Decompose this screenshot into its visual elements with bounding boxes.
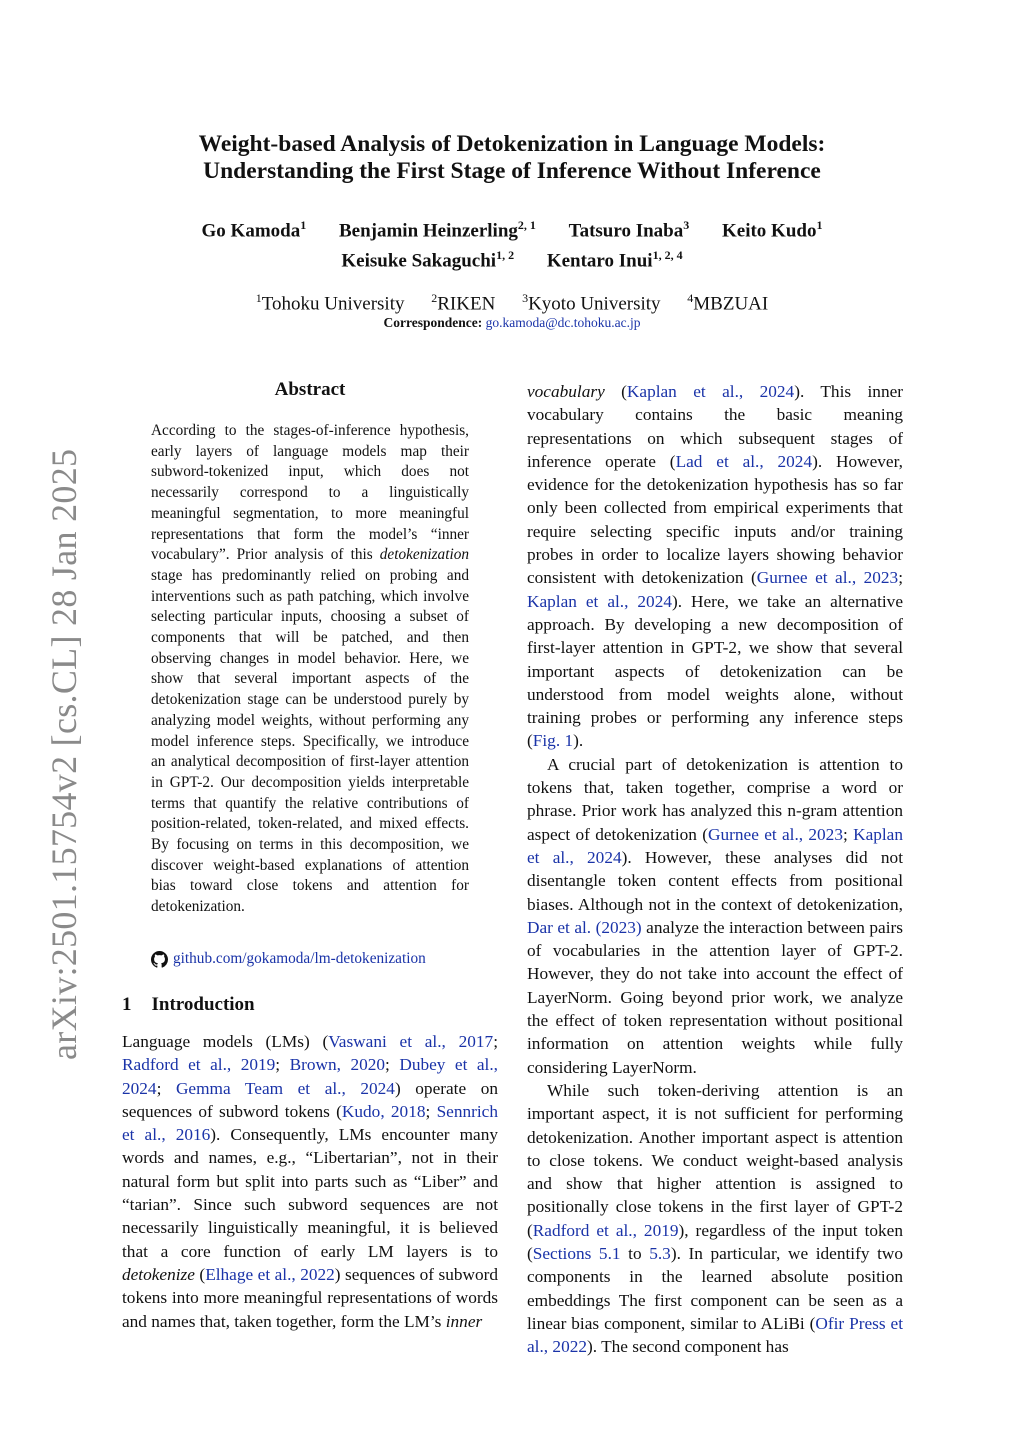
intro-paragraph: A crucial part of detokenization is attention to tokens that, taken together, comprise a word or phrase. Prior work has analyzed this n-gram attention aspect of detokenization (Gurnee et al., 2023; Kaplan et al., 2024). However, these analyses did not disentangle token content effects from positional biases. Although not in the context of detokenization, Dar et al. (2023) analyze the interaction between pairs of vocabularies in the attention layer of GPT-2. However, they do not take into account the effect of LayerNorm. Going beyond prior work, we analyze the effect of token representation without positional information on attention weights while fully considering LayerNorm. [527,754,903,1077]
citation-link[interactable]: Gemma Team et al., 2024 [175,1078,395,1098]
author: Tatsuro Inaba$^3$ [568,218,690,242]
title-line-1: Weight-based Analysis of Detokenization in Language Models: [198,131,826,157]
figure-reference-link[interactable]: Fig. 1 [532,731,574,751]
citation-link[interactable]: Vaswani et al., 2017 [328,1032,494,1051]
github-icon [151,951,168,968]
citation-link[interactable]: Kaplan et al., 2024 [527,591,672,611]
citation-link[interactable]: Gurnee et al., 2023 [756,568,899,588]
affiliation: $^2$RIKEN [431,291,496,315]
abstract-heading: Abstract [274,379,346,400]
abstract-text: According to the stages-of-inference hypothesis, early layers of language models map their subword-tokenized input, which does not necessarily correspond to a linguistically meaningful segmentation, to more meaningful representations that form the model’s “inner vocabulary”. Prior analysis of this detokenization stage has predominantly relied on probing and interventions such as path patching, which involve selecting particular inputs, choosing a subset of components that will be patched, and then observing changes in model behavior. Here, we show that several important aspects of the detokenization stage can be understood purely by analyzing model weights, without performing any model inference steps. Specifically, we introduce an analytical decomposition of first-layer attention in GPT-2. Our decomposition yields interpretable terms that quantify the relative contributions of position-related, token-related, and mixed effects. By focusing on terms in this decomposition, we discover weight-based explanations of attention bias toward close tokens and attention for detokenization. [151,422,469,916]
citation-link[interactable]: Ofir Press et al., 2022 [527,1313,903,1357]
author: Keisuke Sakaguchi$^{1, 2}$ [341,248,515,272]
citation-link[interactable]: Radford et al., 2019 [532,1220,679,1240]
title-line-2: Understanding the First Stage of Inference Without Inference [203,158,821,184]
citation-link[interactable]: Kudo, 2018 [341,1101,426,1121]
affiliation-list [0,286,1024,316]
section-reference-link[interactable]: Sections 5.1 [532,1243,621,1263]
github-url[interactable]: github.com/gokamoda/lm-detokenization [173,950,426,967]
affiliation: $^4$MBZUAI [687,291,769,315]
citation-link[interactable]: Brown, 2020 [289,1055,386,1075]
arxiv-identifier: arXiv:2501.15754v2 [cs.CL] 28 Jan 2025 [44,448,84,1060]
citation-link[interactable]: Kaplan et al., 2024 [626,382,795,401]
affiliation: $^1$Tohoku University [255,291,405,315]
section-reference-link[interactable]: 5.3 [649,1243,671,1263]
citation-link[interactable]: Elhage et al., 2022 [205,1264,335,1284]
intro-paragraph: While such token-deriving attention is an important aspect, it is not sufficient for performing detokenization. Another important aspect is attention to close tokens. We conduct weight-based analysis and show that higher attention is assigned to positionally close tokens in the first layer of GPT-2 (Radford et al., 2019), regardless of the input token (Sections 5.1 to 5.3). In particular, we identify two components in the learned absolute position embeddings The first component can be seen as a linear bias component, similar to ALiBi (Ofir Press et al., 2022). The second component has [527,1080,904,1357]
citation-link[interactable]: Sennrich et al., 2016 [122,1101,498,1145]
citation-link[interactable]: Dubey et al., 2024 [122,1055,499,1098]
author: Go Kamoda$^1$ [201,218,307,242]
intro-right-column [527,380,903,1358]
intro-paragraph: vocabulary (Kaplan et al., 2024). This inner vocabulary contains the basic meaning representations on which subsequent stages of inference operate (Lad et al., 2024). However, evidence for the detokenization hypothesis has so far only been collected from empirical experiments that require selecting specific inputs and/or training probes in order to localize layers showing behavior consistent with detokenization (Gurnee et al., 2023; Kaplan et al., 2024). Here, we take an alternative approach. By developing a new decomposition of first-layer attention in GPT-2, we show that several important aspects of detokenization can be understood from model weights alone, without training probes or performing any inference steps (Fig. 1). [527,382,904,751]
citation-link[interactable]: Gurnee et al., 2023 [708,824,843,844]
author: Benjamin Heinzerling$^{2, 1}$ [338,218,536,242]
citation-link[interactable]: Lad et al., 2024 [675,451,813,471]
citation-link[interactable]: Dar et al. (2023) [527,917,642,937]
citation-link[interactable]: Radford et al., 2019 [122,1055,276,1075]
author: Kentaro Inui$^{1, 2, 4}$ [546,248,683,272]
github-link[interactable] [151,950,426,968]
intro-left-paragraph: Language models (LMs) (Vaswani et al., 2017; Radford et al., 2019; Brown, 2020; Dubey et al., 2024; Gemma Team et al., 2024) operate on sequences of subword tokens (Kudo, 2018; Sennrich et al., 2016). Consequently, LMs encounter many words and names, e.g., “Libertarian”, not in their natural form but split into parts such as “Liber” and “tarian”. Since such subword sequences are not necessarily linguistically meaningful, it is believed that a core function of early LM layers is to detokenize (Elhage et al., 2022) sequences of subword tokens into more meaningful representations of words and names that, taken together, form the LM’s inner [122,1032,499,1331]
author: Keito Kudo$^1$ [721,218,823,242]
paper-title [0,131,1024,185]
author-list [0,213,1024,274]
affiliation: $^3$Kyoto University [522,291,661,315]
correspondence-email-link[interactable]: go.kamoda@dc.tohoku.ac.jp [485,315,641,330]
correspondence [0,315,1024,331]
section-heading-introduction: 1 Introduction [122,994,255,1015]
correspondence-label: Correspondence: [383,315,483,330]
citation-link[interactable]: Kaplan et al., 2024 [527,824,903,867]
